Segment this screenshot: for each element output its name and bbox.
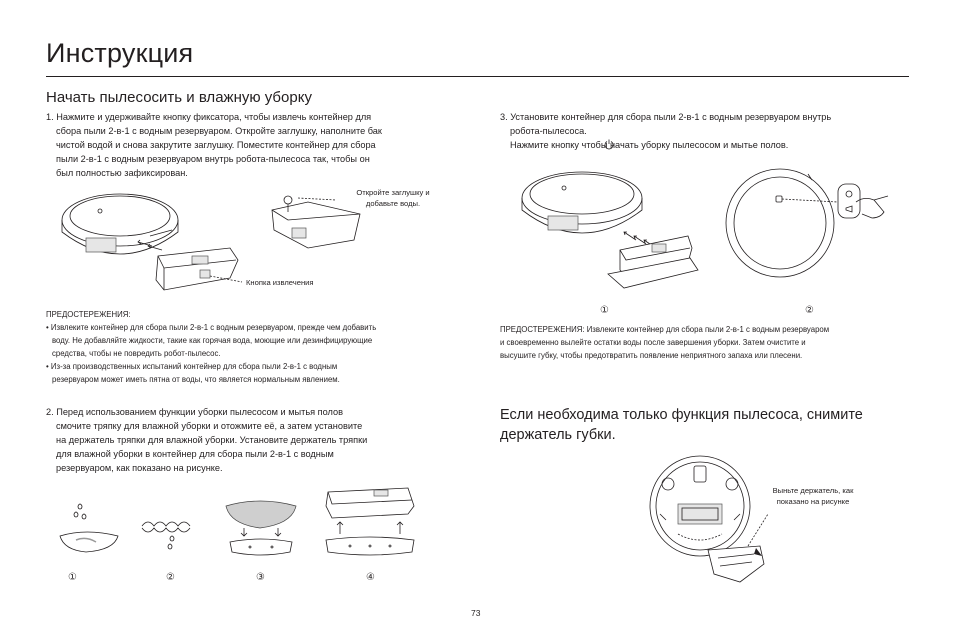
warning-line: резервуаром может иметь пятна от воды, что является нормальным явлением.: [52, 375, 340, 384]
step-1-line: сбора пыли 2-в-1 с водным резервуаром. Откройте заглушку, наполните бак: [56, 126, 382, 136]
step-number-1: ①: [68, 572, 77, 583]
warning-title-right: ПРЕДОСТЕРЕЖЕНИЯ:: [500, 325, 585, 334]
label-remove-line: показано на рисунке: [776, 497, 850, 506]
label-remove-holder: [758, 485, 868, 507]
wet-mop-illustration: [56, 500, 126, 560]
step-number-4: ④: [366, 572, 375, 583]
page-number: 73: [471, 608, 481, 618]
water-drop-icon: [78, 504, 82, 509]
label-remove-line: Выньте держатель, как: [772, 486, 854, 495]
wring-mop-illustration: [140, 514, 200, 554]
fig-number-2: ②: [805, 305, 814, 316]
robot-top-press-button-illustration: [724, 166, 914, 284]
title-divider: [46, 76, 909, 77]
step-1-line: 1. Нажмите и удерживайте кнопку фиксатора, чтобы извлечь контейнер для: [46, 112, 372, 122]
page-title: Инструкция: [46, 38, 194, 68]
step-3-text: [500, 110, 920, 152]
step-3-line: [500, 138, 920, 152]
step-2-line: на держатель тряпки для влажной уборки. Установите держатель тряпки: [56, 435, 368, 445]
step-1-line: был полностью зафиксирован.: [56, 168, 188, 178]
install-holder-illustration: [320, 484, 420, 562]
warning-line: • Из-за производственных испытаний контейнер для сбора пыли 2-в-1 с водным: [46, 362, 338, 371]
step-3-line: робота-пылесоса.: [510, 126, 587, 136]
warning-line: [500, 323, 920, 336]
fig-number-1: ①: [600, 305, 609, 316]
label-release-button: Кнопка извлечения: [246, 278, 314, 287]
robot-bottom-remove-holder-illustration: [648, 454, 778, 588]
step-number-2: ②: [166, 572, 175, 583]
warning-line-text: Извлеките контейнер для сбора пыли 2-в-1 с водным резервуаром: [584, 325, 830, 334]
step-3-line: 3. Установите контейнер для сбора пыли 2-в-1 с водным резервуаром внутрь: [500, 112, 832, 122]
warning-right: [500, 323, 920, 362]
warning-line: воду. Не добавляйте жидкости, такие как горячая вода, моющие или дезинфицирующие: [52, 336, 373, 345]
warning-list-left: [46, 321, 466, 386]
step-2-line: 2. Перед использованием функции уборки пылесосом и мытья полов: [46, 407, 344, 417]
step-1-line: чистой водой и снова закрутите заглушку. Поместите контейнер для сбора: [56, 140, 376, 150]
step-1-line: пыли 2-в-1 с водным резервуаром внутрь робота-пылесоса так, чтобы он: [56, 154, 370, 164]
warning-title-left: ПРЕДОСТЕРЕЖЕНИЯ:: [46, 310, 131, 319]
heading-line: Если необходима только функция пылесоса, снимите: [500, 407, 863, 423]
step-2-line: резервуаром, как показано на рисунке.: [56, 463, 223, 473]
step-2-text: [46, 405, 466, 475]
power-icon: [604, 139, 614, 149]
step-1-text: [46, 110, 466, 180]
label-open-cap: [338, 187, 448, 209]
section-heading-start-cleaning: Начать пылесосить и влажную уборку: [46, 89, 312, 106]
robot-container-illustration: [60, 186, 260, 306]
label-open-cap-line: Откройте заглушку и: [356, 188, 430, 197]
step-number-3: ③: [256, 572, 265, 583]
step-3-line-text: Нажмите кнопку чтобы начать уборку пылесосом и мытье полов.: [510, 140, 789, 150]
heading-line: держатель губки.: [500, 427, 616, 443]
warning-line: высушите губку, чтобы предотвратить появление неприятного запаха или плесени.: [500, 351, 803, 360]
warning-line: средства, чтобы не повредить робот-пылесос.: [52, 349, 221, 358]
warning-line: и своевременно вылейте остатки воды после завершения уборки. Затем очистите и: [500, 338, 806, 347]
label-open-cap-line: добавьте воды.: [365, 199, 421, 208]
section-heading-vacuum-only: [500, 405, 920, 445]
insert-container-robot-illustration: [520, 166, 700, 296]
attach-mop-to-holder-illustration: [220, 494, 300, 562]
step-2-line: для влажной уборки в контейнер для сбора пыли 2-в-1 с водным: [56, 449, 334, 459]
step-2-line: смочите тряпку для влажной уборки и отожмите её, а затем установите: [56, 421, 363, 431]
warning-line: • Извлеките контейнер для сбора пыли 2-в-1 с водным резервуаром, прежде чем добавить: [46, 323, 377, 332]
